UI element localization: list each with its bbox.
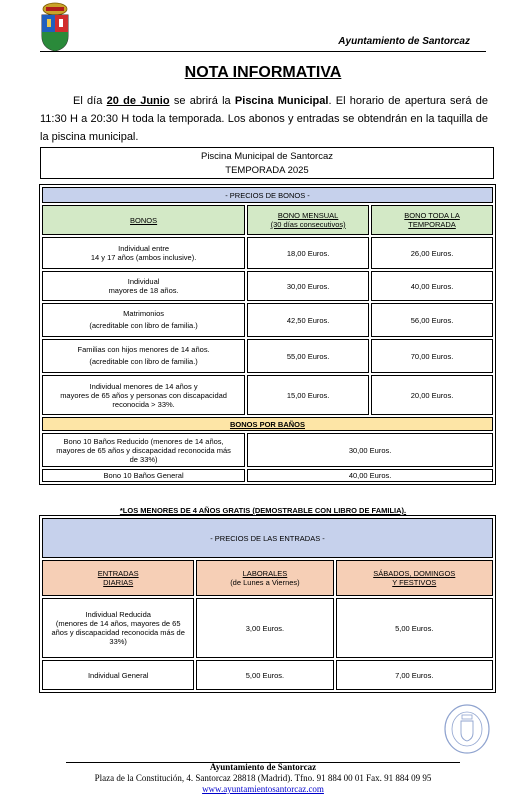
footer-address: Plaza de la Constitución, 4. Santorcaz 28818 (Madrid). Tfno. 91 884 00 01 Fax. 91 884 09 95: [94, 773, 432, 783]
desc-line: Individual Reducida: [85, 610, 151, 619]
header-season-label: BONO TODA LA: [404, 211, 460, 220]
table-row: [42, 469, 493, 482]
header-entradas: [42, 560, 194, 596]
free-under-4-note: [0, 506, 526, 515]
desc-line: Familias con hijos menores de 14 años.: [77, 345, 210, 354]
weekday-price: 5,00 Euros.: [196, 660, 333, 690]
header-line: ENTRADAS: [97, 569, 139, 578]
bono-season-price: 20,00 Euros.: [371, 375, 493, 415]
table-row: [42, 303, 493, 337]
pool-season-box: [40, 147, 494, 179]
por-banos-title: [42, 417, 493, 431]
bono-desc: [42, 303, 245, 337]
entrada-desc: Individual General: [42, 660, 194, 690]
desc-line: Individual entre: [118, 244, 170, 253]
footer-org: Ayuntamiento de Santorcaz: [209, 762, 317, 772]
bono-monthly-price: 18,00 Euros.: [247, 237, 369, 269]
entradas-section-title: - PRECIOS DE LAS ENTRADAS -: [42, 518, 493, 558]
bonos-table: [39, 184, 496, 485]
table-row: [42, 433, 493, 467]
website-link[interactable]: www.ayuntamientosantorcaz.com: [202, 784, 324, 794]
bono-season-price: 40,00 Euros.: [371, 271, 493, 301]
bano-price: 40,00 Euros.: [247, 469, 493, 482]
desc-line: Matrimonios: [123, 309, 164, 318]
por-banos-label: BONOS POR BAÑOS: [229, 419, 305, 429]
desc-line: (acreditable con libro de familia.): [89, 357, 198, 366]
header-line: LABORALES: [242, 569, 288, 578]
opening-date: 20 de Junio: [106, 95, 170, 107]
coat-of-arms-icon: [38, 2, 72, 52]
table-row: [42, 237, 493, 269]
header-divider: [40, 51, 486, 52]
intro-text-1: El día: [73, 95, 103, 107]
bonos-section-title: - PRECIOS DE BONOS -: [42, 187, 493, 203]
entrada-desc: [42, 598, 194, 658]
desc-line: Bono 10 Baños Reducido (menores de 14 años,: [63, 436, 224, 446]
bono-monthly-price: 30,00 Euros.: [247, 271, 369, 301]
bano-desc: [42, 433, 245, 467]
desc-line: reconocida > 33%.: [112, 399, 175, 409]
desc-line: Individual: [127, 277, 160, 286]
header-line: SÁBADOS, DOMINGOS: [373, 569, 456, 578]
header-laborales: [196, 560, 333, 596]
desc-line: (menores de 14 años, mayores de 65: [55, 619, 181, 628]
header-monthly-label: BONO MENSUAL: [277, 211, 339, 220]
header-weekend: [336, 560, 493, 596]
table-row: [42, 660, 493, 690]
weekday-price: 3,00 Euros.: [196, 598, 333, 658]
desc-line: 33%): [109, 637, 127, 646]
header-line: DIARIAS: [103, 578, 134, 587]
note-text: *LOS MENORES DE 4 AÑOS GRATIS (DEMOSTRABLE CON LIBRO DE FAMILIA).: [119, 506, 407, 515]
desc-line: Individual menores de 14 años y: [89, 381, 198, 391]
desc-line: años y discapacidad reconocida más de: [51, 628, 185, 637]
bano-desc: Bono 10 Baños General: [42, 469, 245, 482]
header-line: Y FESTIVOS: [392, 578, 437, 587]
pool-name: Piscina Municipal de Santorcaz: [200, 151, 333, 162]
entradas-table: [39, 515, 496, 693]
header-season: [371, 205, 493, 235]
header-monthly-sub: (30 días consecutivos): [270, 220, 346, 229]
header-season-sub: TEMPORADA: [408, 220, 456, 229]
bono-season-price: 26,00 Euros.: [371, 237, 493, 269]
table-row: [42, 339, 493, 373]
bono-season-price: 70,00 Euros.: [371, 339, 493, 373]
bano-price: 30,00 Euros.: [247, 433, 493, 467]
desc-line: mayores de 65 años y personas con discapacidad: [60, 390, 227, 400]
season-label: TEMPORADA 2025: [225, 165, 309, 176]
footer: [0, 762, 526, 795]
desc-line: de 33%): [129, 454, 158, 464]
desc-line: mayores de 18 años.: [108, 286, 179, 295]
table-row: [42, 271, 493, 301]
desc-line: 14 y 17 años (ambos inclusive).: [90, 253, 197, 262]
bono-monthly-price: 55,00 Euros.: [247, 339, 369, 373]
desc-line: (acreditable con libro de familia.): [89, 321, 198, 330]
official-stamp-icon: [443, 703, 491, 755]
desc-line: mayores de 65 años y discapacidad reconocida más: [56, 445, 231, 455]
weekend-price: 7,00 Euros.: [336, 660, 493, 690]
weekend-price: 5,00 Euros.: [336, 598, 493, 658]
intro-text-3: . El horario de apertura será de 11:30 H a 20:30 H toda la temporada. Los abonos y entradas se obtendrán en la taquilla de la piscina municipal.: [40, 95, 488, 143]
table-row: [42, 598, 493, 658]
page-title: NOTA INFORMATIVA: [184, 64, 342, 81]
bono-desc: [42, 237, 245, 269]
header-bonos: BONOS: [42, 205, 245, 235]
header-monthly: [247, 205, 369, 235]
bono-desc: [42, 339, 245, 373]
bono-monthly-price: 42,50 Euros.: [247, 303, 369, 337]
bono-monthly-price: 15,00 Euros.: [247, 375, 369, 415]
header-line: (de Lunes a Viernes): [230, 578, 300, 587]
intro-text-2: se abrirá la: [173, 95, 231, 107]
bono-desc: [42, 375, 245, 415]
intro-paragraph: [40, 92, 488, 146]
bono-desc: [42, 271, 245, 301]
bono-season-price: 56,00 Euros.: [371, 303, 493, 337]
header-org-name: Ayuntamiento de Santorcaz: [338, 36, 470, 47]
pool-name-inline: Piscina Municipal: [234, 95, 329, 107]
table-row: [42, 375, 493, 415]
